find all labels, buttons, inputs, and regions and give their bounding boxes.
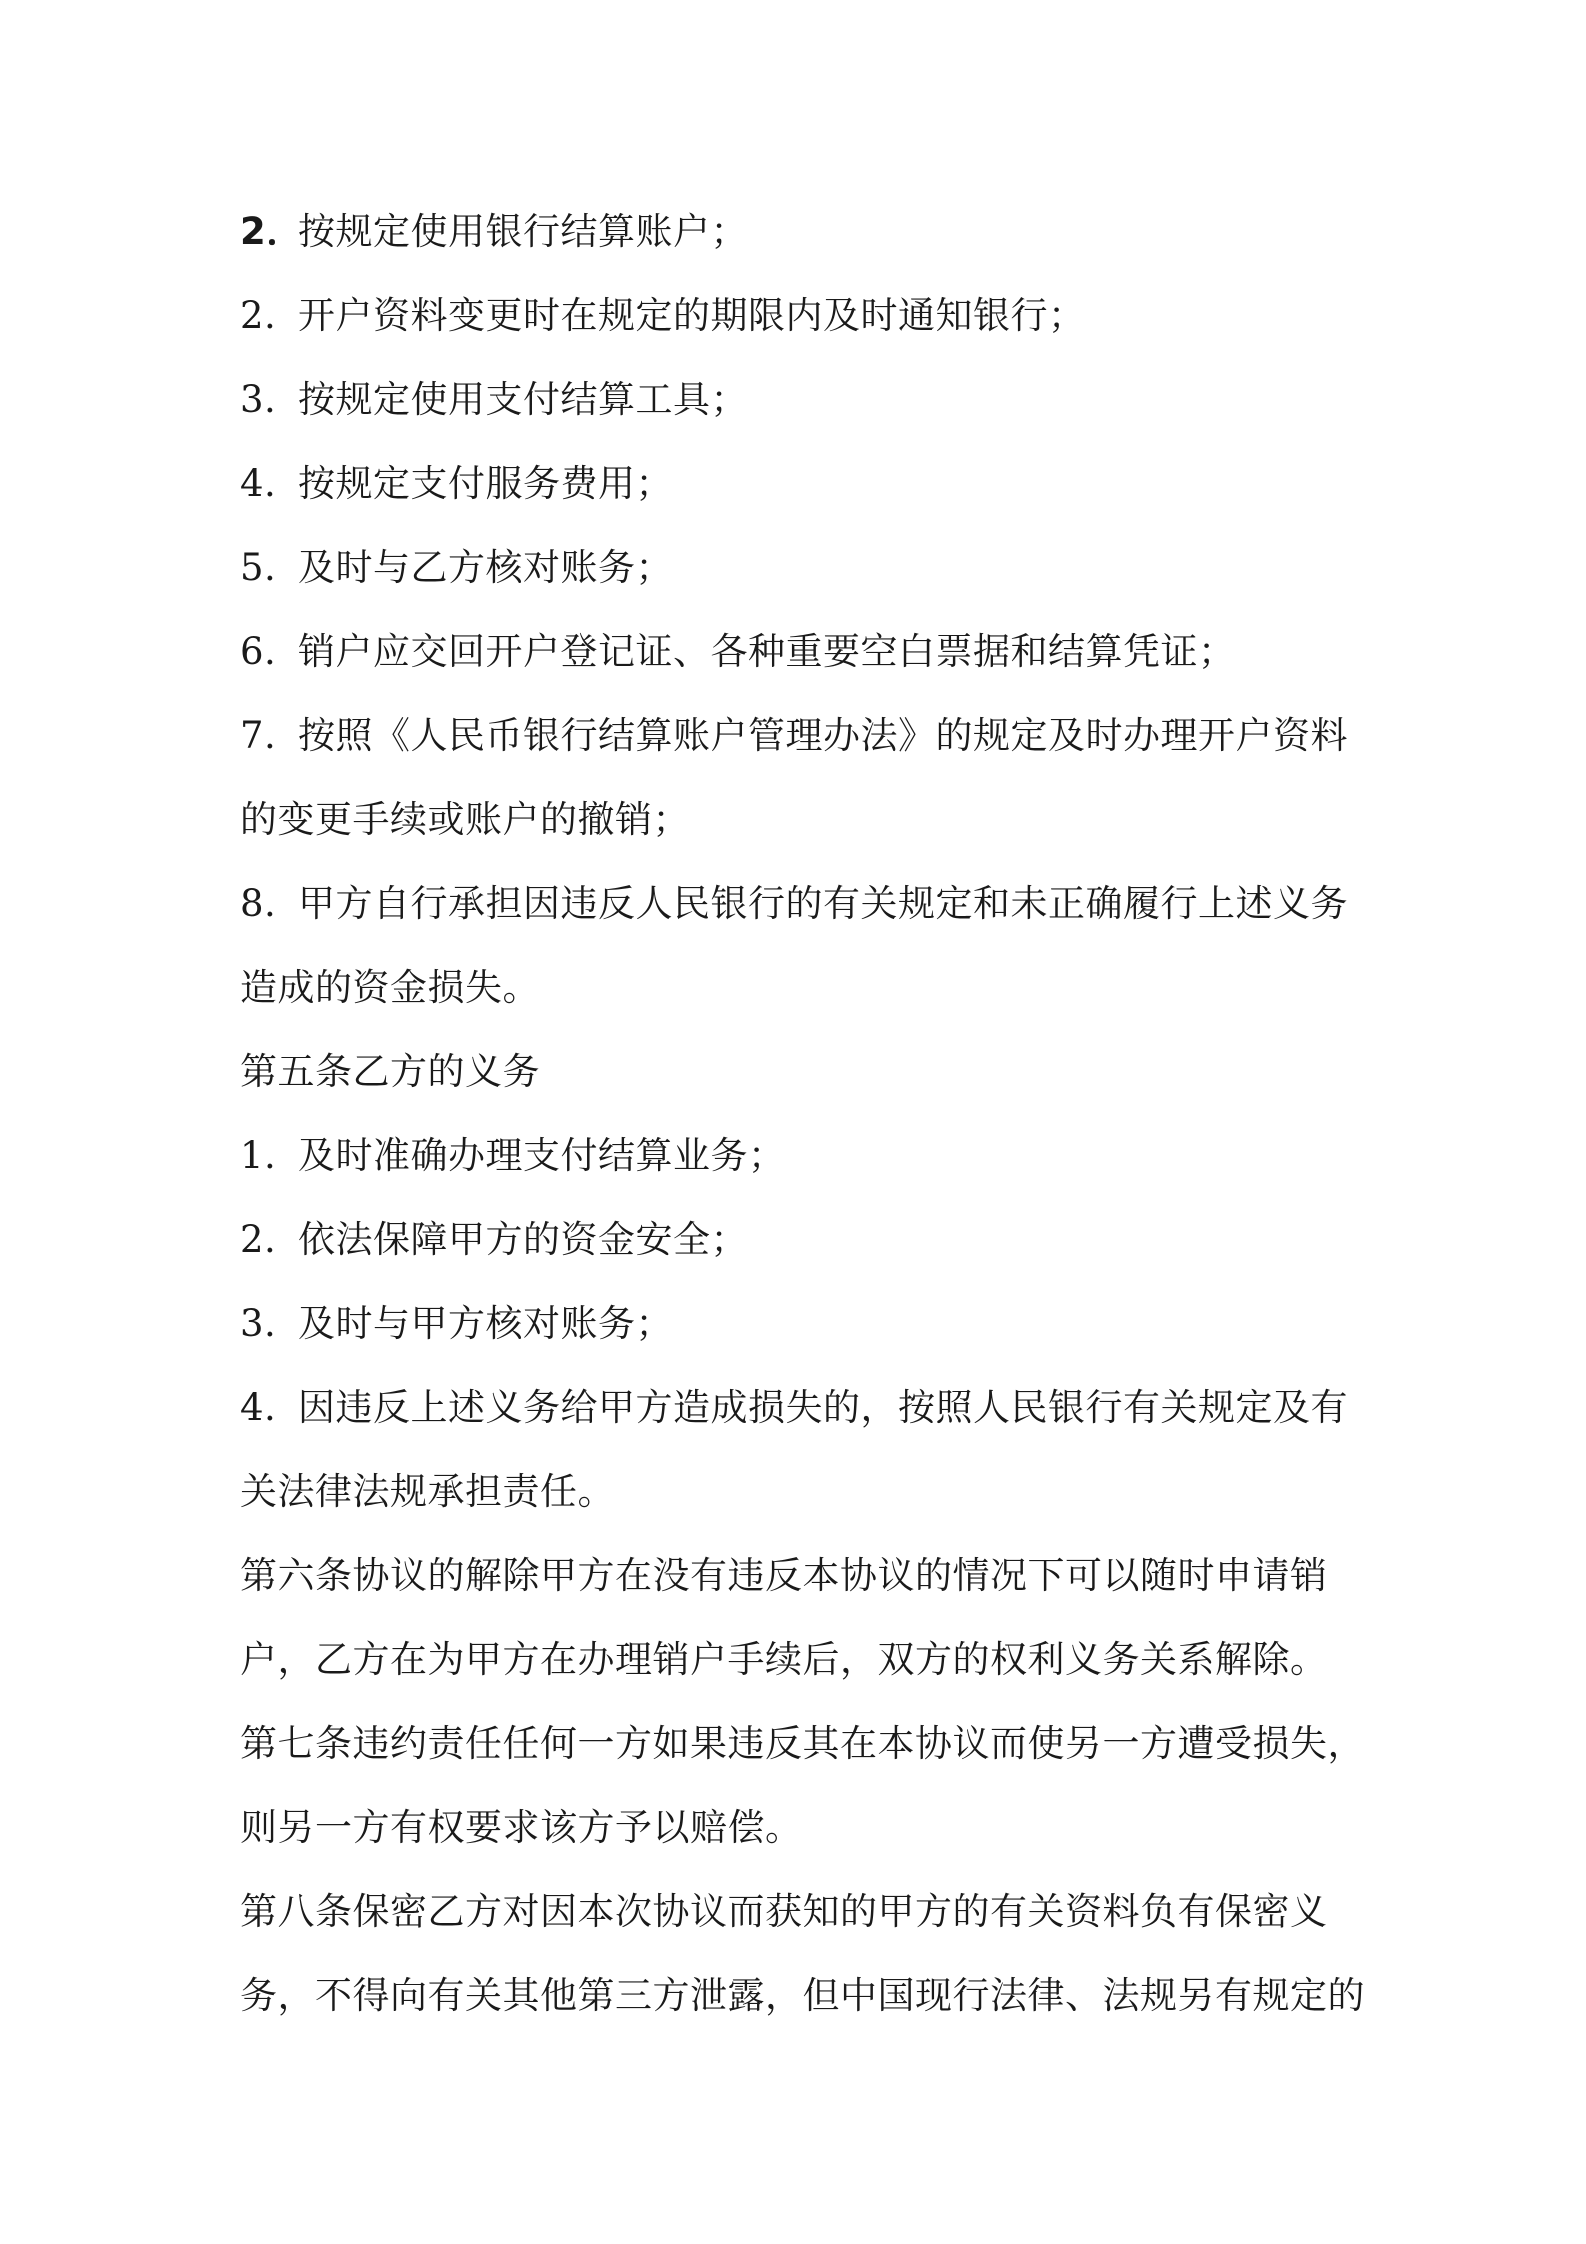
list-item: [240, 1282, 1360, 1366]
item-text: 及时准确办理支付结算业务；: [298, 1134, 786, 1177]
text-line: [240, 778, 1360, 862]
item-text: 按照《人民币银行结算账户管理办法》的规定及时办理开户资料: [298, 714, 1348, 757]
text-line: [240, 1870, 1360, 1954]
list-item: [240, 1114, 1360, 1198]
list-item: [240, 274, 1360, 358]
list-item: [240, 610, 1360, 694]
list-item: [240, 442, 1360, 526]
line-text: 第八条保密乙方对因本次协议而获知的甲方的有关资料负有保密义: [240, 1890, 1328, 1933]
list-item: [240, 526, 1360, 610]
item-number: 4.: [240, 1386, 277, 1429]
text-line: [240, 1954, 1365, 2038]
line-text: 的变更手续或账户的撤销；: [240, 798, 690, 841]
list-item: [240, 694, 1360, 778]
item-number: 2.: [240, 294, 277, 337]
text-line: [240, 1786, 1360, 1870]
item-text: 及时与乙方核对账务；: [298, 546, 673, 589]
line-text: 则另一方有权要求该方予以赔偿。: [240, 1806, 803, 1849]
item-text: 及时与甲方核对账务；: [298, 1302, 673, 1345]
line-text: 造成的资金损失。: [240, 966, 540, 1009]
item-text: 依法保障甲方的资金安全；: [298, 1218, 748, 1261]
item-text: 销户应交回开户登记证、各种重要空白票据和结算凭证；: [298, 630, 1236, 673]
item-number: 7.: [240, 714, 277, 757]
item-number: 4.: [240, 462, 277, 505]
text-line: [240, 946, 1360, 1030]
section-heading: [240, 1030, 1360, 1114]
line-text: 关法律法规承担责任。: [240, 1470, 615, 1513]
item-text: 按规定支付服务费用；: [298, 462, 673, 505]
item-text: 开户资料变更时在规定的期限内及时通知银行；: [298, 294, 1086, 337]
item-number: 3.: [240, 1302, 277, 1345]
list-item: [240, 190, 1360, 274]
item-text: 按规定使用支付结算工具；: [298, 378, 748, 421]
line-text: 务，不得向有关其他第三方泄露，但中国现行法律、法规另有规定的: [240, 1974, 1365, 2017]
item-number: 3.: [240, 378, 277, 421]
text-line: [240, 1702, 1365, 1786]
item-text: 甲方自行承担因违反人民银行的有关规定和未正确履行上述义务: [298, 882, 1348, 925]
list-item: [240, 358, 1360, 442]
document-body: [240, 190, 1365, 2038]
heading-text: 第五条乙方的义务: [240, 1050, 540, 1093]
line-text: 户，乙方在为甲方在办理销户手续后，双方的权利义务关系解除。: [240, 1638, 1328, 1681]
item-number: 6.: [240, 630, 277, 673]
item-text: 因违反上述义务给甲方造成损失的，按照人民银行有关规定及有: [298, 1386, 1348, 1429]
text-line: [240, 1618, 1360, 1702]
text-line: [240, 1450, 1360, 1534]
item-number: 1.: [240, 1134, 277, 1177]
text-line: [240, 1534, 1360, 1618]
item-number: 2.: [240, 1218, 277, 1261]
item-text: 按规定使用银行结算账户；: [298, 210, 748, 253]
list-item: [240, 1366, 1360, 1450]
list-item: [240, 862, 1360, 946]
item-number: 5.: [240, 546, 277, 589]
item-number: 8.: [240, 882, 277, 925]
list-item: [240, 1198, 1360, 1282]
line-text: 第七条违约责任任何一方如果违反其在本协议而使另一方遭受损失，: [240, 1722, 1365, 1765]
item-number: 2．: [240, 210, 304, 253]
line-text: 第六条协议的解除甲方在没有违反本协议的情况下可以随时申请销: [240, 1554, 1328, 1597]
